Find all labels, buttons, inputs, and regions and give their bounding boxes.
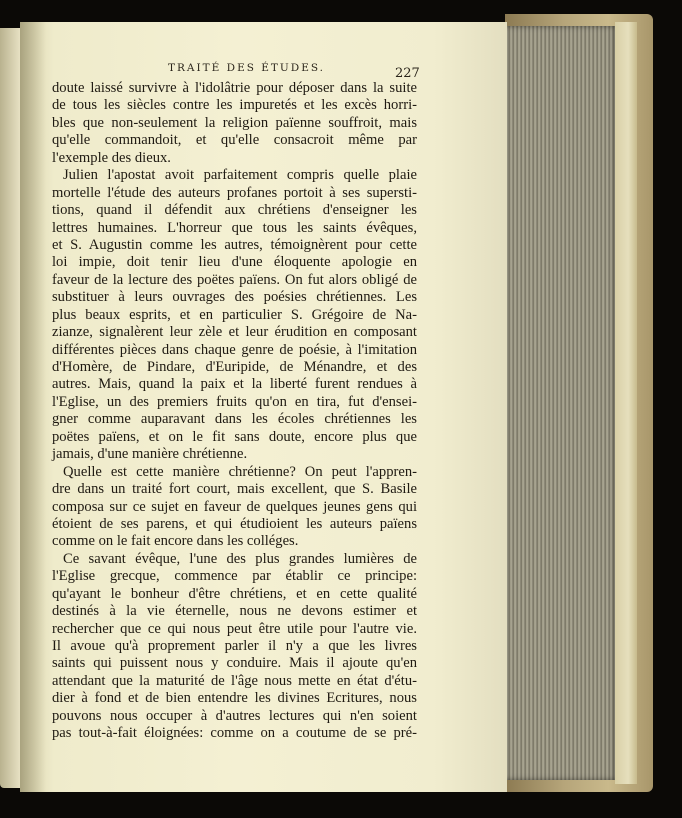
text-line: Ce savant évêque, l'une des plus grandes lumières de: [63, 550, 417, 567]
text-line: rechercher que ce qui nous peut être utile pour l'autre vie.: [52, 620, 417, 637]
text-line: poëtes païens, et on le fit sans doute, encore plus que: [52, 428, 417, 445]
text-line: comme on le fait encore dans les colléges.: [52, 533, 299, 550]
text-line: zianze, signalèrent leur zèle et leur érudition en composant: [52, 324, 417, 341]
text-line: substituer à leurs ouvrages des poésies chrétiennes. Les: [52, 289, 417, 306]
text-line: dier à fond et de bien entendre les divines Ecritures, nous: [52, 690, 417, 707]
text-line: l'exemple des dieux.: [52, 149, 171, 166]
text-line: l'Eglise, un des premiers fruits qu'on en tira, fut d'ensei-: [52, 393, 417, 410]
text-line: Julien l'apostat avoit parfaitement compris quelle plaie: [63, 167, 417, 184]
left-page-sliver: [0, 28, 20, 788]
text-line: Quelle est cette manière chrétienne? On peut l'appren-: [63, 463, 417, 480]
text-line: loi impie, doit tenir lieu d'une éloquente apologie en: [52, 254, 417, 271]
text-line: qu'elle commandoit, et qu'elle consacroit même par: [52, 132, 417, 149]
text-line: bles que non-seulement la religion païenne souffroit, mais: [52, 114, 417, 131]
page-edge-rim: [615, 22, 637, 784]
text-line: plus beaux esprits, et en particulier S. Grégoire de Na-: [52, 306, 417, 323]
text-line: de tous les siècles contre les impuretés et les excès horri-: [52, 97, 417, 114]
text-line: d'Homère, de Pindare, d'Euripide, de Ménandre, et des: [52, 359, 417, 375]
text-line: autres. Mais, quand la paix et la liberté furent rendues à: [52, 376, 417, 393]
text-line: mortelle l'étude des auteurs profanes portoit à ses supersti-: [52, 184, 417, 201]
text-line: qu'ayant le bonheur d'être chrétiens, et en cette qualité: [52, 585, 417, 602]
text-line: pouvons nous occuper à d'autres lectures qui n'en soient: [52, 707, 417, 724]
text-line: jamais, d'une manière chrétienne.: [52, 446, 248, 463]
text-line: différentes pièces dans chaque genre de poésie, à l'imitation: [52, 341, 417, 358]
text-line: saints qui puissent nous y conduire. Mais il ajoute qu'en: [52, 655, 417, 672]
body-text: [52, 80, 417, 743]
text-line: l'Eglise grecque, commence par établir ce principe:: [52, 568, 417, 585]
text-line: et S. Augustin comme les autres, témoignèrent pour cette: [52, 236, 417, 253]
text-line: attendant que la maturité de l'âge nous mette en état d'étu-: [52, 672, 417, 689]
text-line: lettres humaines. L'horreur que tous les saints évêques,: [52, 219, 417, 236]
text-line: dre dans un traité fort court, mais excellent, que S. Basile: [52, 481, 417, 498]
text-line: tions, quand il défendit aux chrétiens d'enseigner les: [52, 202, 417, 219]
gutter-shadow: [20, 22, 46, 792]
text-line: doute laissé survivre à l'idolâtrie pour déposer dans la suite: [52, 80, 417, 96]
text-line: pas tout-à-fait éloignées: comme on a coutume de se pré-: [52, 725, 417, 742]
text-line: étoient de ses parens, et qui étudioient les auteurs païens: [52, 515, 417, 532]
text-line: destinés à la vie éternelle, nous ne devons estimer et: [52, 603, 417, 620]
text-line: gner comme auparavant dans les écoles chrétiennes les: [52, 411, 417, 428]
text-line: Il avoue qu'à proprement parler il n'y a que les livres: [52, 638, 417, 654]
page-block-edges: [505, 26, 615, 780]
page-number: 227: [395, 66, 420, 81]
text-line: faveur de la lecture des poëtes païens. On fut alors obligé de: [52, 271, 417, 288]
running-title: TRAITÉ DES ÉTUDES.: [168, 62, 326, 74]
text-line: composa sur ce sujet en faveur de quelques jeunes gens qui: [52, 498, 417, 515]
